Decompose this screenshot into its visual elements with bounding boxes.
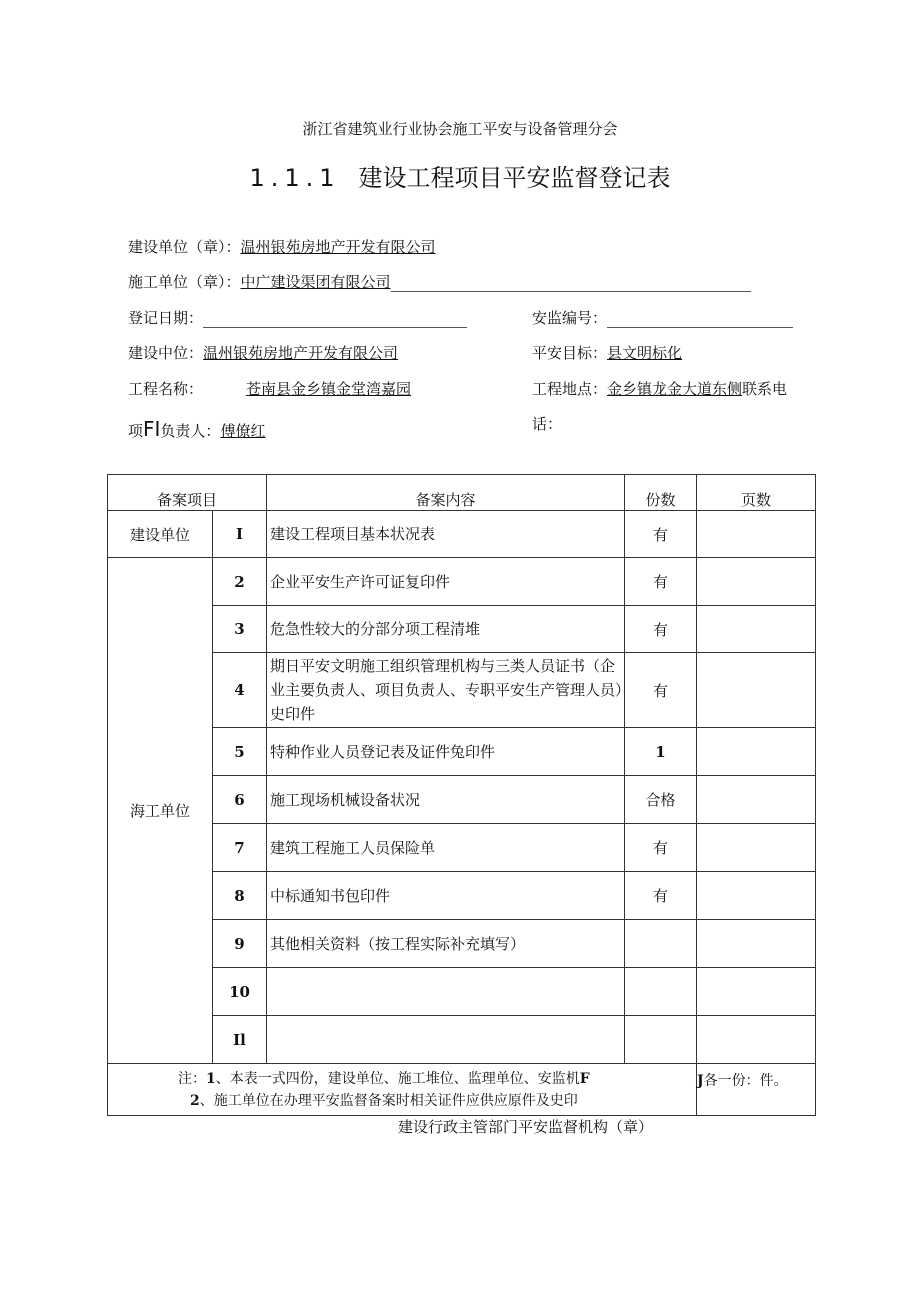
constructor-unit-value: 中广建设渠团有限公司 <box>240 273 391 291</box>
table-row <box>108 968 816 1016</box>
project-name-value: 苍南县金乡镇金堂湾嘉园 <box>246 380 412 398</box>
manager-label-b: FI <box>143 417 161 441</box>
row-content: 企业平安生产许可证复印件 <box>267 558 625 606</box>
row-pages <box>697 920 816 968</box>
row-content: 期日平安文明施工组织管理机构与三类人员证书（企业主要负责人、项目负责人、专职平安生产管理人员）史印件 <box>267 653 625 728</box>
table-row <box>108 606 816 653</box>
table-row <box>108 1016 816 1064</box>
project-location-label: 工程地点： <box>532 380 608 398</box>
row-content: 建设工程项目基本状况表 <box>267 511 625 558</box>
project-location-value: 金乡镇龙金大道东侧 <box>607 380 743 398</box>
note-line-2-text: 、施工单位在办理平安监督备案时相关证件应供应原件及史印 <box>199 1092 578 1109</box>
note-right-cell <box>697 1064 816 1116</box>
row-pages <box>697 1016 816 1064</box>
table-row <box>108 558 816 606</box>
header-copies: 份数 <box>625 475 697 511</box>
row-number: 2 <box>213 558 267 606</box>
group-builder-cell: 建设单位 <box>108 511 213 558</box>
row-number: 7 <box>213 824 267 872</box>
project-location-field <box>532 378 787 399</box>
row-pages <box>697 968 816 1016</box>
project-name-field <box>128 378 411 399</box>
row-copies <box>625 920 697 968</box>
manager-label-c: 负责人： <box>160 422 221 440</box>
builder-unit2-label: 建设中位： <box>128 344 204 362</box>
builder-unit2-field <box>128 342 398 363</box>
row-number: Il <box>213 1016 267 1064</box>
table-row <box>108 776 816 824</box>
safety-target-label: 平安目标： <box>532 344 608 362</box>
row-content: 建筑工程施工人员保险单 <box>267 824 625 872</box>
contact-phone-label: 联系电 <box>742 380 788 398</box>
note-right-b: 各一份：件。 <box>703 1073 788 1089</box>
table-note-row <box>108 1064 816 1116</box>
note-right-a: J <box>697 1073 704 1089</box>
row-copies: 有 <box>625 511 697 558</box>
row-content: 其他相关资料（按工程实际补充填写） <box>267 920 625 968</box>
register-date-label: 登记日期： <box>128 309 204 327</box>
group-constructor-cell: 海工单位 <box>108 558 213 1064</box>
row-number: 6 <box>213 776 267 824</box>
header-pages: 页数 <box>697 475 816 511</box>
row-number: 10 <box>213 968 267 1016</box>
project-name-label: 工程名称： <box>128 380 204 398</box>
row-content: 中标通知书包印件 <box>267 872 625 920</box>
row-copies: 有 <box>625 653 697 728</box>
row-content: 特种作业人员登记表及证件兔印件 <box>267 728 625 776</box>
row-pages <box>697 728 816 776</box>
builder-unit-label: 建设单位（章）： <box>128 238 241 256</box>
header-content: 备案内容 <box>267 475 625 511</box>
note-line-1-end: F <box>579 1070 590 1087</box>
row-copies <box>625 968 697 1016</box>
record-table <box>107 474 816 1116</box>
row-copies: 1 <box>625 728 697 776</box>
safety-number-field <box>532 307 793 328</box>
table-row <box>108 824 816 872</box>
row-number: 4 <box>213 653 267 728</box>
row-content: 危急性较大的分部分项工程清堆 <box>267 606 625 653</box>
manager-field <box>128 417 265 441</box>
note-prefix: 注： <box>178 1070 206 1087</box>
register-date-blank <box>203 313 467 328</box>
register-date-field <box>128 307 467 328</box>
row-pages <box>697 653 816 728</box>
safety-target-value: 县文明标化 <box>607 344 683 362</box>
row-number: I <box>213 511 267 558</box>
row-number: 9 <box>213 920 267 968</box>
note-line-1 <box>178 1068 696 1090</box>
page-title <box>0 158 920 193</box>
safety-target-field <box>532 342 682 363</box>
note-cell <box>108 1064 697 1116</box>
row-content: 施工现场机械设备状况 <box>267 776 625 824</box>
note-line-1-text: 、本表一式四份，建设单位、施工堆位、监理单位、安监机 <box>215 1070 580 1087</box>
manager-label-a: 项 <box>128 422 144 440</box>
row-copies: 有 <box>625 872 697 920</box>
row-number: 3 <box>213 606 267 653</box>
table-row <box>108 872 816 920</box>
row-pages <box>697 872 816 920</box>
row-pages <box>697 776 816 824</box>
row-number: 5 <box>213 728 267 776</box>
organization-heading: 浙江省建筑业行业协会施工平安与设备管理分会 <box>302 120 618 138</box>
header-item: 备案项目 <box>108 475 267 511</box>
row-content <box>267 968 625 1016</box>
constructor-unit-field <box>128 271 751 292</box>
row-copies: 有 <box>625 606 697 653</box>
manager-value: 傅僚红 <box>220 422 266 440</box>
safety-number-label: 安监编号： <box>532 309 608 327</box>
table-row <box>108 511 816 558</box>
note-line-2-num: 2 <box>190 1092 200 1109</box>
table-row <box>108 653 816 728</box>
table-row <box>108 920 816 968</box>
title-text: 建设工程项目平安监督登记表 <box>358 164 671 192</box>
table-header-row <box>108 475 816 511</box>
row-number: 8 <box>213 872 267 920</box>
builder-unit-value: 温州银苑房地产开发有限公司 <box>240 238 436 256</box>
note-line-1-num: 1 <box>206 1070 216 1087</box>
note-line-2 <box>178 1090 696 1112</box>
constructor-unit-label: 施工单位（章）： <box>128 273 241 291</box>
safety-number-blank <box>607 313 793 328</box>
row-pages <box>697 558 816 606</box>
table-row <box>108 728 816 776</box>
contact-phone-label-cont: 话： <box>532 415 563 433</box>
row-content <box>267 1016 625 1064</box>
builder-unit2-value: 温州银苑房地产开发有限公司 <box>203 344 399 362</box>
row-copies: 合格 <box>625 776 697 824</box>
row-copies: 有 <box>625 824 697 872</box>
row-copies: 有 <box>625 558 697 606</box>
row-copies <box>625 1016 697 1064</box>
signature-line: 建设行政主管部门平安监督机构（章） <box>398 1118 654 1136</box>
builder-unit-field <box>128 236 436 257</box>
row-pages <box>697 511 816 558</box>
row-pages <box>697 606 816 653</box>
row-pages <box>697 824 816 872</box>
constructor-unit-underline <box>391 277 751 292</box>
section-number: 1.1.1 <box>249 164 341 192</box>
